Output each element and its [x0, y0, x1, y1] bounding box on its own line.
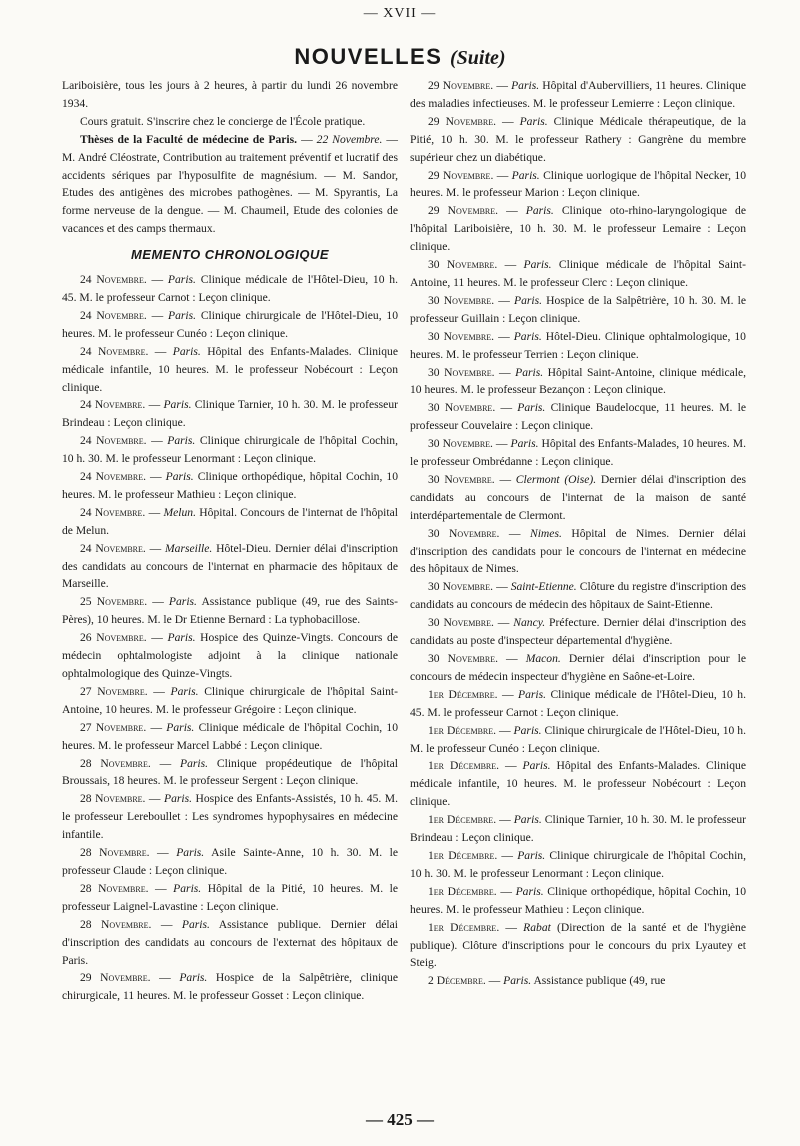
entry-date: 30 Novembre.: [428, 401, 496, 415]
entry-place: Paris.: [172, 344, 201, 358]
entry-place: Paris.: [163, 398, 192, 412]
memento-entry: 28 Novembre. — Paris. Clinique propédeutique de l'hôpital Broussais, 18 heures. M. le professeur Sergent : Leçon clinique.: [62, 756, 398, 788]
roman-folio: — XVII —: [363, 6, 437, 21]
entry-text: Clinique oto-rhino-laryngologique de l'hôpital Lariboisière, 10 h. 30. M. le professeur Lemaire : Leçon clinique.: [410, 204, 747, 254]
memento-entry: 28 Novembre. — Paris. Hospice des Enfants-Assistés, 10 h. 45. M. le professeur Lereboullet : Les syndromes hypophysaires en médecine infantile.: [62, 792, 398, 842]
entry-date: 24 Novembre.: [80, 398, 146, 412]
entry-text: Clinique chirurgicale de l'Hôtel-Dieu, 10 h. M. le professeur Cunéo : Leçon clinique.: [410, 723, 747, 755]
entry-date: 30 Novembre.: [428, 258, 498, 272]
memento-entry: 24 Novembre. — Marseille. Hôtel-Dieu. Dernier délai d'inscription des candidats au concours de l'internat en pharmacie des hôpitaux de Marseille.: [62, 541, 398, 591]
memento-entry: 2 Décembre. — Paris. Assistance publique (49, rue: [428, 974, 666, 988]
entry-text: Dernier délai d'inscription pour le concours de médecin inspecteur d'hygiène en Saône-et-Loire.: [410, 652, 746, 683]
entry-text: Clinique médicale de l'Hôtel-Dieu, 10 h. 45. M. le professeur Carnot : Leçon clinique.: [410, 687, 746, 719]
entry-place: Paris.: [513, 329, 542, 343]
entry-text: Clinique médicale de l'hôpital Cochin, 10 heures. M. le professeur Marcel Labbé : Leçon clinique.: [62, 720, 398, 752]
entry-date: 30 Novembre.: [428, 652, 499, 665]
entry-place: Paris.: [513, 293, 543, 307]
entry-date: 30 Novembre.: [428, 365, 495, 379]
memento-entry: 29 Novembre. — Paris. Clinique uorlogique de l'hôpital Necker, 10 heures. M. le professeur Marion : Leçon clinique.: [410, 168, 746, 200]
memento-entry: 24 Novembre. — Paris. Clinique chirurgicale de l'hôpital Cochin, 10 h. 30. M. le professeur Lenormant : Leçon clinique.: [62, 434, 398, 466]
entry-place: Paris.: [515, 365, 544, 379]
entry-date: 30 Novembre.: [428, 293, 495, 307]
entry-place: Melun.: [163, 505, 196, 519]
entry-date: 2 Décembre.: [428, 974, 486, 988]
memento-entry: 30 Novembre. — Macon. Dernier délai d'inscription pour le concours de médecin inspecteur d'hygiène en Saône-et-Loire.: [410, 652, 746, 683]
memento-entry: 25 Novembre. — Paris. Assistance publique (49, rue des Saints-Pères), 10 heures. M. le Dr Etienne Bernard : La typhobacillose.: [62, 595, 398, 627]
entry-text: Clinique Baudelocque, 11 heures. M. le professeur Couvelaire : Leçon clinique.: [410, 401, 747, 433]
memento-entry: 30 Novembre. — Paris. Hospice de la Salpêtrière, 10 h. 30. M. le professeur Guillain : Leçon clinique.: [410, 293, 746, 325]
entry-text: Hospice des Quinze-Vingts. Concours de médecin ophtalmologiste adjoint à la clinique nationale ophtalmologique des Quinze-Vingts.: [62, 631, 399, 680]
memento-entry: 30 Novembre. — Paris. Hôtel-Dieu. Clinique ophtalmologique, 10 heures. M. le professeur Terrien : Leçon clinique.: [410, 329, 746, 361]
entry-place: Paris.: [503, 974, 532, 988]
entry-date: 29 Novembre.: [428, 204, 499, 218]
entry-place: Clermont (Oise).: [515, 472, 597, 486]
entry-text: Hôpital Saint-Antoine, clinique médicale, 10 heures. M. le professeur Bezançon : Leçon clinique.: [410, 365, 747, 397]
entry-text: Clôture du registre d'inscription des candidats au concours de médecin des hôpitaux de Saint-Etienne.: [410, 580, 746, 612]
course-note: Cours gratuit. S'inscrire chez le concierge de l'École pratique.: [80, 114, 366, 128]
theses-date: 22 Novembre.: [316, 132, 383, 146]
memento-entry: 26 Novembre. — Paris. Hospice des Quinze-Vingts. Concours de médecin ophtalmologiste adjoint à la clinique nationale ophtalmologique des Quinze-Vingts.: [62, 631, 399, 680]
entry-date: 24 Novembre.: [80, 470, 147, 484]
entry-text: Clinique médicale de l'Hôtel-Dieu, 10 h. 45. M. le professeur Carnot : Leçon clinique.: [62, 273, 398, 304]
entry-text: Dernier délai d'inscription des candidats au concours de l'internat de la maison de santé interdépartementale de Clermont.: [410, 472, 746, 522]
memento-entry: 1er Décembre. — Paris. Clinique médicale de l'Hôtel-Dieu, 10 h. 45. M. le professeur Carnot : Leçon clinique.: [410, 687, 746, 719]
entry-text: Hôtel-Dieu. Clinique ophtalmologique, 10 heures. M. le professeur Terrien : Leçon clinique.: [410, 329, 746, 361]
entry-place: Paris.: [167, 631, 196, 645]
entry-date: 29 Novembre.: [428, 168, 494, 182]
entry-text: Clinique chirurgicale de l'Hôtel-Dieu, 10 heures. M. le professeur Cunéo : Leçon clinique.: [62, 308, 399, 340]
entry-place: Paris.: [513, 723, 542, 737]
entry-place: Paris.: [167, 308, 197, 322]
entry-place: Rabat: [523, 920, 551, 934]
entry-text: Clinique orthopédique, hôpital Cochin, 10 heures. M. le professeur Mathieu : Leçon clinique.: [62, 470, 398, 501]
entry-text: Clinique Tarnier, 10 h. 30. M. le professeur Brindeau : Leçon clinique.: [410, 813, 746, 845]
memento-entry: 1er Décembre. — Paris. Clinique Tarnier, 10 h. 30. M. le professeur Brindeau : Leçon clinique.: [410, 813, 746, 845]
entry-place: Paris.: [179, 971, 208, 985]
entry-date: 27 Novembre.: [80, 720, 147, 734]
entry-text: Assistance publique (49, rue: [533, 974, 666, 988]
entry-place: Paris.: [180, 756, 209, 770]
entry-date: 1er Décembre.: [428, 848, 498, 862]
entry-place: Paris.: [523, 258, 552, 272]
entry-place: Paris.: [522, 759, 551, 773]
entry-date: 24 Novembre.: [80, 308, 147, 322]
memento-entry: 28 Novembre. — Paris. Assistance publique. Dernier délai d'inscription des candidats au concours de l'externat des hôpitaux de Paris.: [62, 917, 399, 967]
entry-text: Clinique Tarnier, 10 h. 30. M. le professeur Brindeau : Leçon clinique.: [62, 398, 398, 430]
entry-text: Clinique orthopédique, hôpital Cochin, 10 heures. M. le professeur Mathieu : Leçon clinique.: [410, 884, 746, 916]
entry-date: 30 Novembre.: [428, 580, 494, 594]
entry-text: Assistance publique (49, rue des Saints-Pères), 10 heures. M. le Dr Etienne Bernard : La typhobacillose.: [62, 595, 398, 627]
entry-place: Paris.: [170, 684, 199, 698]
entry-date: 28 Novembre.: [80, 756, 151, 770]
entry-text: Préfecture. Dernier délai d'inscription des candidats au poste d'inspecteur départemental d'hygiène.: [410, 616, 746, 648]
entry-text: Assistance publique. Dernier délai d'inscription des candidats au concours de l'externat des hôpitaux de Paris.: [62, 917, 399, 967]
entry-place: Paris.: [168, 595, 197, 609]
entry-text: Hôpital des Enfants-Malades. Clinique médicale infantile, 10 heures. M. le professeur Nobécourt : Leçon clinique.: [410, 759, 746, 809]
memento-entry: 30 Novembre. — Paris. Hôpital Saint-Antoine, clinique médicale, 10 heures. M. le professeur Bezançon : Leçon clinique.: [410, 365, 747, 397]
entry-place: Paris.: [166, 720, 195, 734]
memento-entry: 27 Novembre. — Paris. Clinique chirurgicale de l'hôpital Saint-Antoine, 10 heures. M. le professeur Grégoire : Leçon clinique.: [62, 684, 399, 716]
entry-date: 1er Décembre.: [428, 920, 500, 934]
entry-place: Nancy.: [513, 616, 546, 630]
entry-date: 1er Décembre.: [428, 884, 497, 898]
memento-entry: 1er Décembre. — Rabat (Direction de la santé et de l'hygiène publique). Clôture d'inscriptions pour le concours du prix Lyautey et Steig.: [410, 920, 746, 970]
entry-text: Clinique chirurgicale de l'hôpital Cochin, 10 h. 30. M. le professeur Lenormant : Leçon clinique.: [410, 848, 746, 880]
memento-entry: 30 Novembre. — Saint-Etienne. Clôture du registre d'inscription des candidats au concours de médecin des hôpitaux de Saint-Etienne.: [410, 580, 746, 612]
memento-entry: 24 Novembre. — Paris. Hôpital des Enfants-Malades. Clinique médicale infantile, 10 heures. M. le professeur Nobécourt : Leçon clinique.: [62, 344, 398, 394]
entry-text: Clinique médicale de l'hôpital Saint-Antoine, 11 heures. M. le professeur Clerc : Leçon clinique.: [410, 258, 747, 289]
entry-place: Marseille.: [164, 541, 213, 555]
entry-place: Saint-Etienne.: [510, 580, 577, 594]
right-entries: [410, 77, 746, 990]
entry-text: Hôpital d'Aubervilliers, 11 heures. Clinique des maladies infectieuses. M. le professeur Lemierre : Leçon clinique.: [410, 79, 746, 110]
entry-place: Paris.: [517, 401, 546, 415]
entry-text: Hospice des Enfants-Assistés, 10 h. 45. M. le professeur Lereboullet : Les syndromes hypophysaires en médecine infantile.: [62, 792, 398, 842]
memento-entry: 29 Novembre. — Paris. Clinique oto-rhino-laryngologique de l'hôpital Lariboisière, 10 h. 30. M. le professeur Lemaire : Leçon clinique.: [410, 204, 747, 254]
memento-entry: 29 Novembre. — Paris. Clinique Médicale thérapeutique, de la Pitié, 10 h. 30. M. le professeur Rathery : Gangrène du membre supérieur chez un diabétique.: [410, 114, 746, 164]
memento-entry: 28 Novembre. — Paris. Hôpital de la Pitié, 10 heures. M. le professeur Laignel-Lavastine : Leçon clinique.: [62, 881, 398, 913]
entry-text: Clinique uorlogique de l'hôpital Necker, 10 heures. M. le professeur Marion : Leçon clinique.: [410, 168, 746, 200]
memento-entry: 30 Novembre. — Paris. Hôpital des Enfants-Malades, 10 heures. M. le professeur Ombrédanne : Leçon clinique.: [410, 437, 747, 469]
entry-date: 30 Novembre.: [428, 472, 495, 486]
entry-date: 28 Novembre.: [80, 792, 146, 806]
entry-place: Macon.: [525, 652, 561, 665]
entry-date: 28 Novembre.: [80, 881, 149, 895]
entry-text: Hôtel-Dieu. Dernier délai d'inscription des candidats au concours de l'internat en pharmacie des hôpitaux de Marseille.: [62, 541, 398, 591]
entry-text: Hôpital de la Pitié, 10 heures. M. le professeur Laignel-Lavastine : Leçon clinique.: [62, 881, 398, 913]
section-title-main: NOUVELLES: [294, 44, 443, 69]
entry-date: 29 Novembre.: [80, 971, 151, 985]
memento-entry: 30 Novembre. — Nancy. Préfecture. Dernier délai d'inscription des candidats au poste d'inspecteur départemental d'hygiène.: [410, 616, 746, 648]
entry-date: 28 Novembre.: [80, 917, 152, 931]
memento-entry: 27 Novembre. — Paris. Clinique médicale de l'hôpital Cochin, 10 heures. M. le professeur Marcel Labbé : Leçon clinique.: [62, 720, 398, 752]
entry-text: Hôpital. Concours de l'internat de l'hôpital de Melun.: [62, 505, 398, 537]
entry-place: Paris.: [167, 434, 196, 448]
entry-text: Hospice de la Salpêtrière, clinique chirurgicale, 11 heures. M. le professeur Gosset : Leçon clinique.: [62, 971, 398, 1003]
memento-entry: 28 Novembre. — Paris. Asile Sainte-Anne, 10 h. 30. M. le professeur Claude : Leçon clinique.: [62, 846, 399, 877]
entry-date: 24 Novembre.: [80, 273, 147, 287]
page-number: — 425 —: [366, 1110, 434, 1129]
continued-paragraph: Lariboisière, tous les jours à 2 heures, à partir du lundi 26 novembre 1934.: [62, 79, 398, 110]
entry-date: 30 Novembre.: [428, 437, 493, 451]
entry-date: 30 Novembre.: [428, 526, 500, 540]
memento-entry: 29 Novembre. — Paris. Hospice de la Salpêtrière, clinique chirurgicale, 11 heures. M. le professeur Gosset : Leçon clinique.: [62, 971, 398, 1003]
memento-entry: 1er Décembre. — Paris. Clinique chirurgicale de l'Hôtel-Dieu, 10 h. M. le professeur Cunéo : Leçon clinique.: [410, 723, 747, 755]
entry-date: 1er Décembre.: [428, 687, 498, 701]
entry-date: 29 Novembre.: [428, 114, 496, 128]
entry-date: 1er Décembre.: [428, 723, 497, 737]
entry-text: Asile Sainte-Anne, 10 h. 30. M. le professeur Claude : Leçon clinique.: [62, 846, 399, 877]
entry-place: Paris.: [173, 881, 202, 895]
entry-text: Clinique chirurgicale de l'hôpital Saint-Antoine, 10 heures. M. le professeur Grégoire : Leçon clinique.: [62, 684, 399, 716]
entry-place: Paris.: [513, 813, 542, 827]
entry-text: (Direction de la santé et de l'hygiène publique). Clôture d'inscriptions pour le concours du prix Lyautey et Steig.: [410, 920, 746, 970]
memento-entry: 24 Novembre. — Paris. Clinique orthopédique, hôpital Cochin, 10 heures. M. le professeur Mathieu : Leçon clinique.: [62, 470, 398, 501]
entry-place: Paris.: [519, 114, 548, 128]
left-entries: [62, 271, 398, 1005]
entry-place: Paris.: [510, 437, 539, 451]
memento-entry: 30 Novembre. — Paris. Clinique médicale de l'hôpital Saint-Antoine, 11 heures. M. le professeur Clerc : Leçon clinique.: [410, 258, 747, 289]
theses-text: — M. André Cléostrate, Contribution au traitement préventif et lucratif des accidents sériques par l'hyposulfite de magnésium. — M. Sandor, Etudes des antigènes des microbes pathogènes. — M. Spyrantis, La forme nerveuse de la dengue. — M. Chaumeil, Etude des colonies de vacances et des camps thermaux.: [62, 132, 398, 236]
entry-place: Paris.: [517, 848, 546, 862]
entry-place: Paris.: [176, 846, 205, 860]
memento-entry: 29 Novembre. — Paris. Hôpital d'Aubervilliers, 11 heures. Clinique des maladies infectieuses. M. le professeur Lemierre : Leçon clinique.: [410, 79, 746, 110]
entry-place: Paris.: [511, 79, 540, 92]
entry-place: Paris.: [511, 168, 540, 182]
entry-text: Hôpital des Enfants-Malades, 10 heures. M. le professeur Ombrédanne : Leçon clinique.: [410, 437, 747, 469]
entry-date: 28 Novembre.: [80, 846, 150, 860]
left-column: [62, 77, 398, 1005]
memento-entry: 1er Décembre. — Paris. Hôpital des Enfants-Malades. Clinique médicale infantile, 10 heures. M. le professeur Nobécourt : Leçon clinique.: [410, 759, 746, 809]
entry-place: Paris.: [515, 884, 544, 898]
section-title-suite: (Suite): [450, 47, 506, 69]
right-column: [410, 77, 746, 990]
memento-entry: 24 Novembre. — Paris. Clinique Tarnier, 10 h. 30. M. le professeur Brindeau : Leçon clinique.: [62, 398, 398, 430]
memento-entry: 24 Novembre. — Paris. Clinique chirurgicale de l'Hôtel-Dieu, 10 heures. M. le professeur Cunéo : Leçon clinique.: [62, 308, 399, 340]
memento-entry: 30 Novembre. — Clermont (Oise). Dernier délai d'inscription des candidats au concours de l'internat de la maison de santé interdépartementale de Clermont.: [410, 472, 746, 522]
memento-entry: 1er Décembre. — Paris. Clinique chirurgicale de l'hôpital Cochin, 10 h. 30. M. le professeur Lenormant : Leçon clinique.: [410, 848, 746, 880]
memento-entry: 1er Décembre. — Paris. Clinique orthopédique, hôpital Cochin, 10 heures. M. le professeur Mathieu : Leçon clinique.: [410, 884, 746, 916]
entry-place: Paris.: [517, 687, 547, 701]
entry-date: 29 Novembre.: [428, 79, 494, 92]
memento-entry: 30 Novembre. — Paris. Clinique Baudelocque, 11 heures. M. le professeur Couvelaire : Leçon clinique.: [410, 401, 747, 433]
memento-entry: 30 Novembre. — Nimes. Hôpital de Nimes. Dernier délai d'inscription des candidats pour le concours de l'internat en médecine des hôpitaux de Nimes.: [410, 526, 746, 576]
entry-date: 25 Novembre.: [80, 595, 148, 609]
entry-date: 1er Décembre.: [428, 813, 497, 827]
entry-date: 24 Novembre.: [80, 541, 146, 555]
entry-date: 1er Décembre.: [428, 759, 500, 773]
entry-text: Clinique chirurgicale de l'hôpital Cochin, 10 h. 30. M. le professeur Lenormant : Leçon clinique.: [62, 434, 398, 466]
entry-text: Clinique propédeutique de l'hôpital Broussais, 18 heures. M. le professeur Sergent : Leçon clinique.: [62, 756, 398, 788]
entry-date: 24 Novembre.: [80, 344, 149, 358]
entry-text: Hôpital des Enfants-Malades. Clinique médicale infantile, 10 heures. M. le professeur Nobécourt : Leçon clinique.: [62, 344, 398, 394]
section-title: [0, 44, 800, 70]
entry-date: 24 Novembre.: [80, 434, 147, 448]
memento-heading: MEMENTO CHRONOLOGIQUE: [130, 247, 330, 263]
entry-place: Paris.: [167, 273, 196, 287]
entry-place: Paris.: [164, 792, 193, 806]
entry-place: Paris.: [165, 470, 194, 484]
entry-place: Paris.: [525, 204, 554, 218]
entry-date: 30 Novembre.: [428, 329, 495, 343]
entry-date: 27 Novembre.: [80, 684, 148, 698]
entry-place: Nimes.: [529, 526, 562, 540]
entry-text: Hôpital de Nimes. Dernier délai d'inscription des candidats pour le concours de l'internat en médecine des hôpitaux de Nimes.: [410, 526, 746, 576]
theses-heading: Thèses de la Faculté de médecine de Paris.: [80, 132, 298, 146]
entry-text: Hospice de la Salpêtrière, 10 h. 30. M. le professeur Guillain : Leçon clinique.: [410, 293, 746, 325]
memento-entry: 24 Novembre. — Paris. Clinique médicale de l'Hôtel-Dieu, 10 h. 45. M. le professeur Carnot : Leçon clinique.: [62, 273, 398, 304]
entry-place: Paris.: [181, 917, 210, 931]
entry-text: Clinique Médicale thérapeutique, de la Pitié, 10 h. 30. M. le professeur Rathery : Gangrène du membre supérieur chez un diabétique.: [410, 114, 746, 164]
entry-date: 26 Novembre.: [80, 631, 147, 645]
memento-entry: 24 Novembre. — Melun. Hôpital. Concours de l'internat de l'hôpital de Melun.: [62, 505, 398, 537]
theses-paragraph: Thèses de la Faculté de médecine de Paris. — 22 Novembre. — M. André Cléostrate, Contribution au traitement préventif et lucratif des accidents sériques par l'hyposulfite de magnésium. — M. Sandor, Etudes des antigènes des microbes pathogènes. — M. Spyrantis, La forme nerveuse de la dengue. — M. Chaumeil, Etude des colonies de vacances et des camps thermaux.: [62, 132, 398, 236]
entry-date: 30 Novembre.: [428, 616, 494, 630]
entry-date: 24 Novembre.: [80, 505, 146, 519]
